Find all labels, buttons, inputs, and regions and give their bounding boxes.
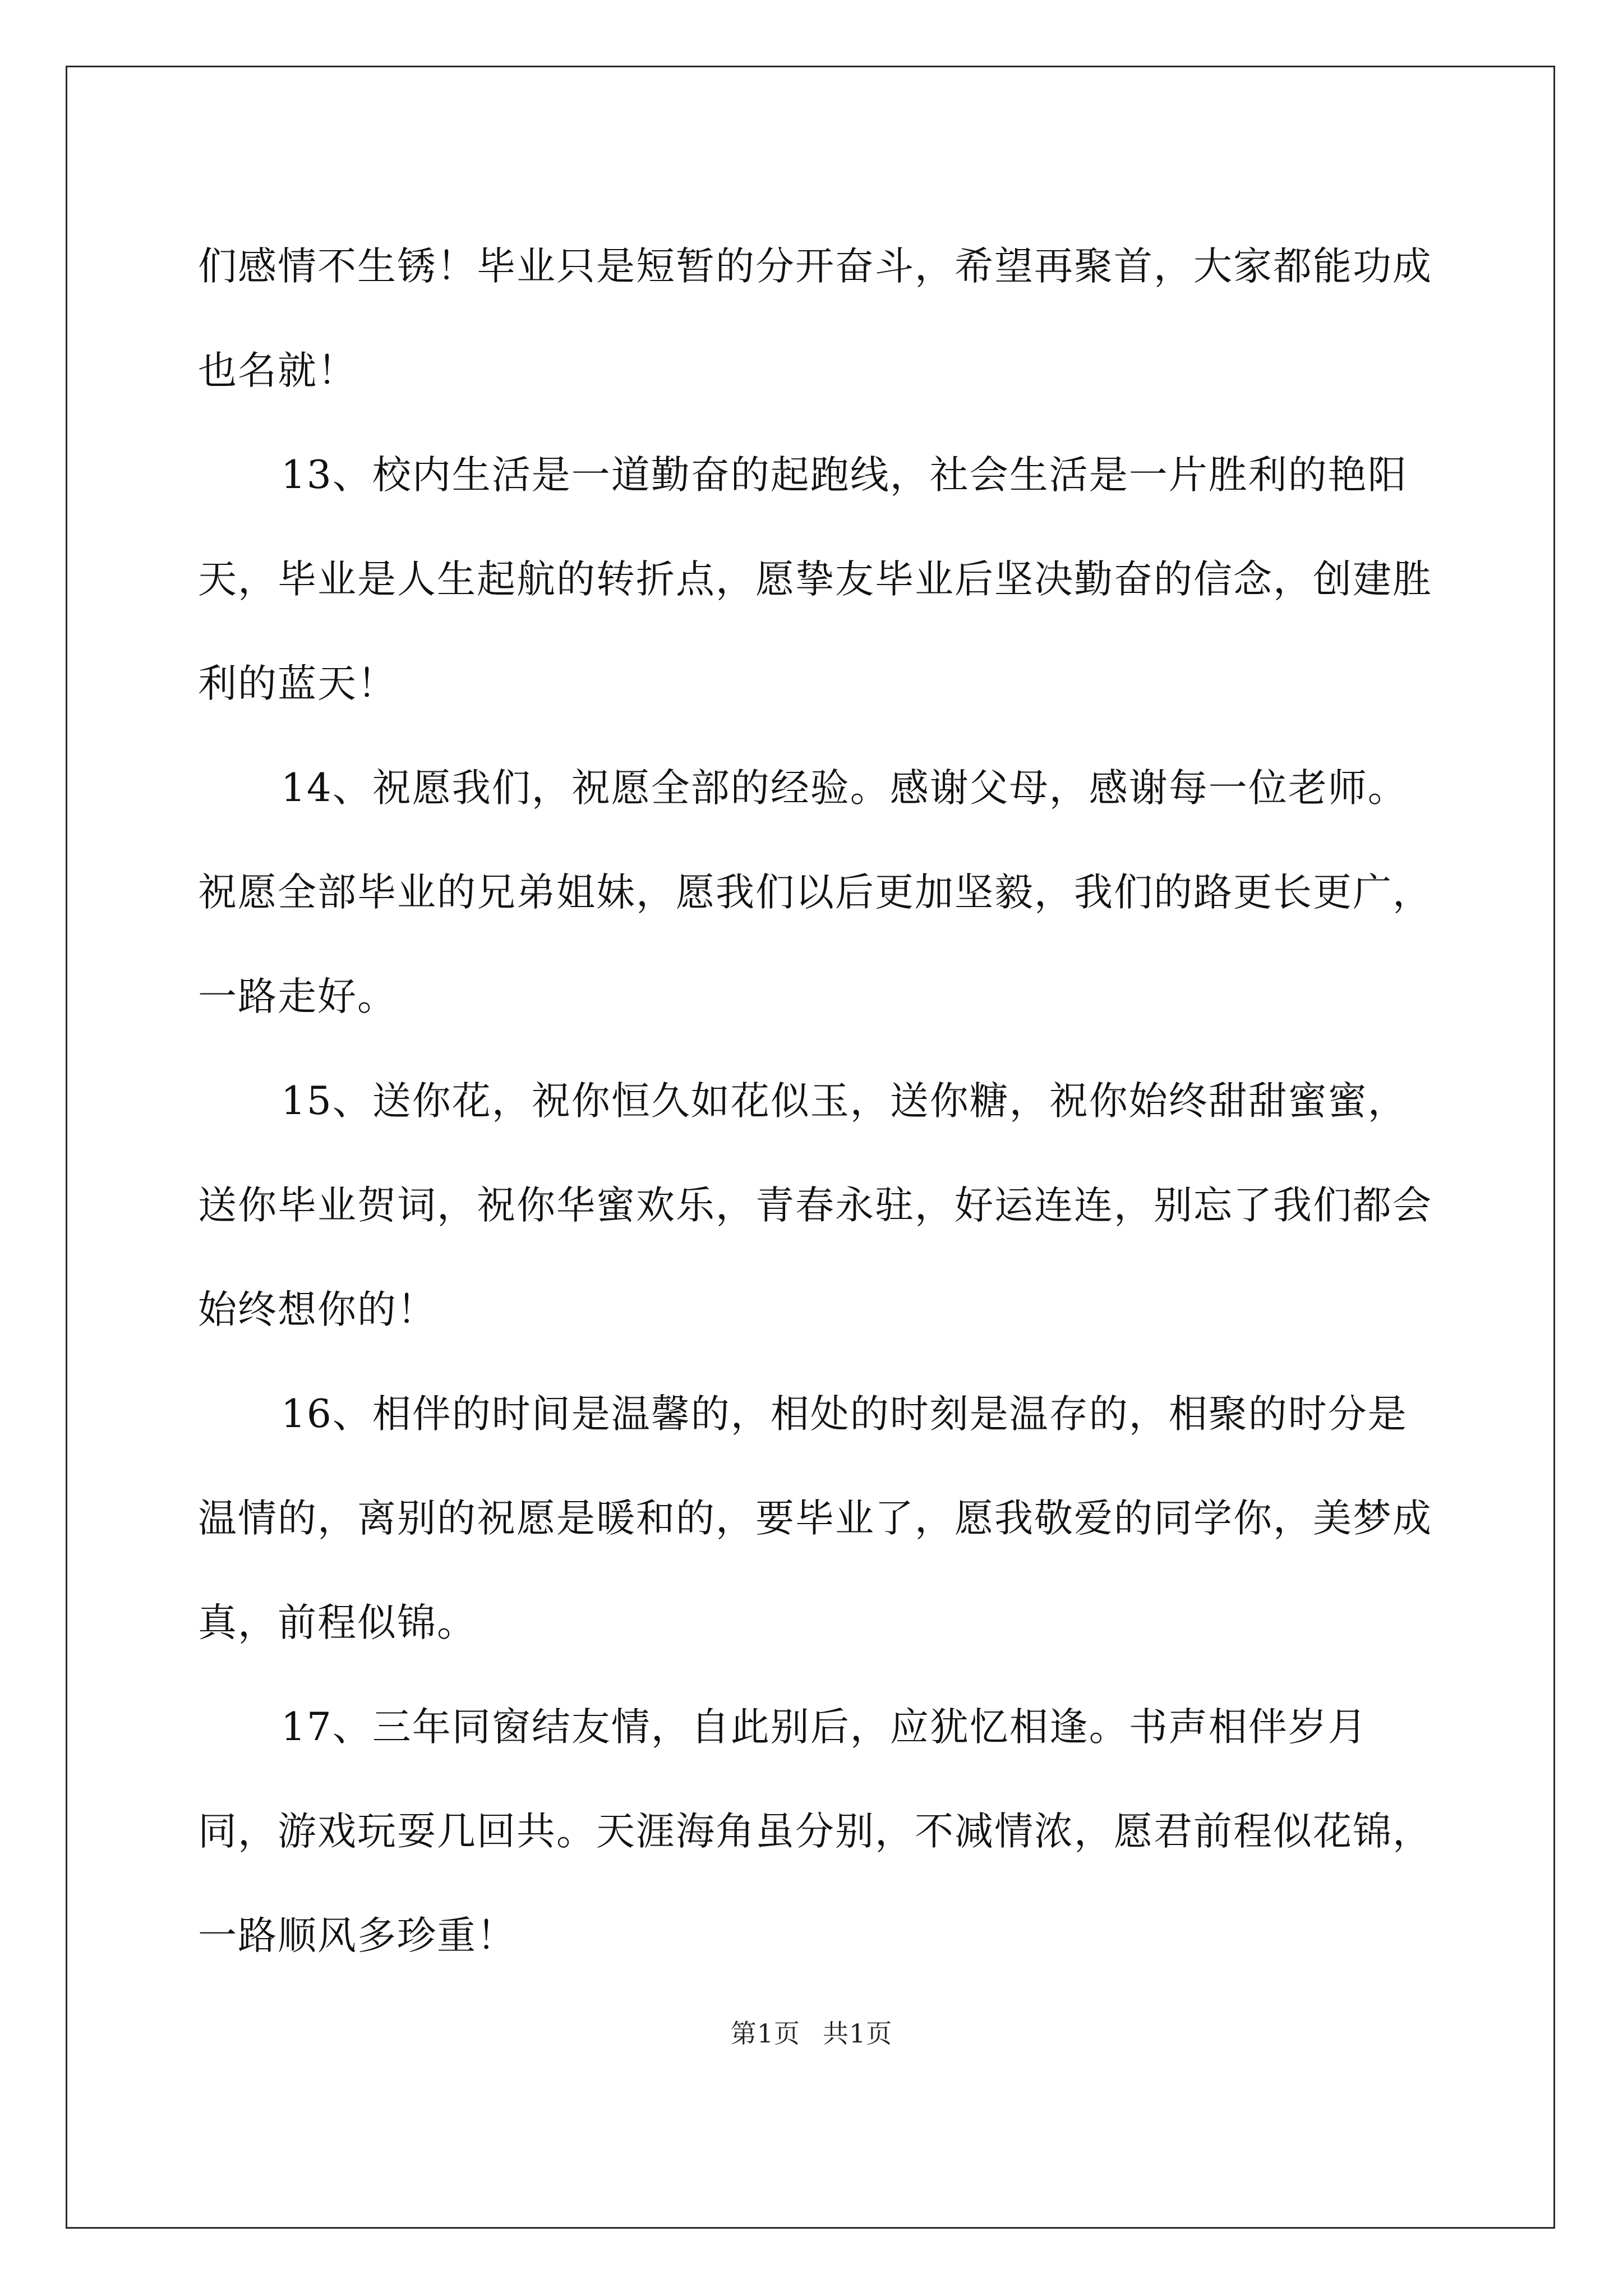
page-number-current: 第1页	[730, 2018, 800, 2049]
page-number-total: 共1页	[823, 2018, 893, 2049]
paragraph: 14、祝愿我们，祝愿全部的经验。感谢父母，感谢每一位老师。祝愿全部毕业的兄弟姐妹，愿我们以后更加坚毅，我们的路更长更广，一路走好。	[198, 766, 1432, 1019]
document-body	[198, 214, 1443, 1988]
paragraph: 15、送你花，祝你恒久如花似玉，送你糖，祝你始终甜甜蜜蜜，送你毕业贺词，祝你华蜜欢乐，青春永驻，好运连连，别忘了我们都会始终想你的！	[198, 1079, 1432, 1332]
paragraph: 13、校内生活是一道勤奋的起跑线，社会生活是一片胜利的艳阳天，毕业是人生起航的转折点，愿挚友毕业后坚决勤奋的信念，创建胜利的蓝天！	[198, 453, 1432, 706]
page-footer	[0, 2017, 1623, 2050]
paragraph: 们感情不生锈！毕业只是短暂的分开奋斗，希望再聚首，大家都能功成也名就！	[198, 244, 1432, 393]
paragraph: 17、三年同窗结友情，自此别后，应犹忆相逢。书声相伴岁月同，游戏玩耍几回共。天涯海角虽分别，不减情浓，愿君前程似花锦，一路顺风多珍重！	[198, 1705, 1432, 1958]
paragraph: 16、相伴的时间是温馨的，相处的时刻是温存的，相聚的时分是温情的，离别的祝愿是暖和的，要毕业了，愿我敬爱的同学你，美梦成真，前程似锦。	[198, 1392, 1432, 1645]
